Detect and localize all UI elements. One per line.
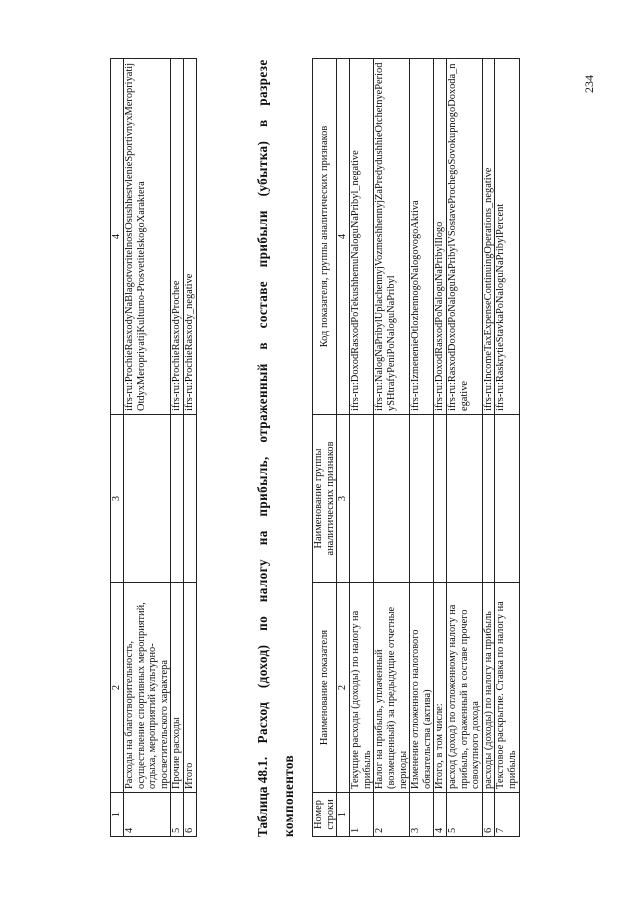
- page-number: 234: [582, 75, 596, 93]
- indicator-name: Налог на прибыль, уплаченный (возмещенный) за предыдущие отчетные периоды: [374, 583, 410, 793]
- col-number: 2: [337, 583, 350, 793]
- indicator-code: ifrs-ru:ProchieRasxody_negative: [183, 59, 196, 415]
- group-name: [482, 415, 495, 583]
- table-row: [495, 59, 519, 837]
- indicator-code: ifrs-ru:RasxodDoxodPoNaloguNaPribylVSostaveProchegoSovokupnogoDoxoda_negative: [446, 59, 482, 415]
- row-number: 1: [350, 793, 374, 837]
- group-name: [171, 415, 184, 583]
- col-number: 4: [337, 59, 350, 415]
- indicator-name: Прочие расходы: [171, 583, 184, 793]
- row-number: 5: [171, 793, 184, 837]
- indicator-code: ifrs-ru:IncomeTaxExpenseContinuingOperations_negative: [482, 59, 495, 415]
- indicator-name: Изменение отложенного налогового обязательства (актива): [410, 583, 434, 793]
- row-number: 2: [374, 793, 410, 837]
- table-row: [434, 59, 447, 837]
- indicator-code: ifrs-ru:RaskrytieStavkaPoNaloguNaPribylPercent: [495, 59, 519, 415]
- header-group-name: Наименование группы аналитических признаков: [313, 415, 337, 583]
- indicator-code: ifrs-ru:DoxodRasxodPoNaloguNaPribylIlogo: [434, 59, 447, 415]
- table-row: [410, 59, 434, 837]
- table-row: [374, 59, 410, 837]
- table-caption: [250, 59, 302, 837]
- group-name: [124, 415, 171, 583]
- indicator-name: Итого: [183, 583, 196, 793]
- row-number: 6: [482, 793, 495, 837]
- group-name: [495, 415, 519, 583]
- header-row: [313, 59, 337, 837]
- group-name: [350, 415, 374, 583]
- column-numbers-row: [111, 59, 124, 837]
- indicator-code: ifrs-ru:DoxodRasxodPoTekushhemuNaloguNaPribyl_negative: [350, 59, 374, 415]
- header-indicator-name: Наименование показателя: [313, 583, 337, 793]
- table-label: Таблица 48.1.: [255, 756, 270, 837]
- indicator-name: расходы (доходы) по налогу на прибыль: [482, 583, 495, 793]
- col-number: 3: [337, 415, 350, 583]
- col-number: 1: [337, 793, 350, 837]
- top-table: [110, 58, 197, 837]
- row-number: 7: [495, 793, 519, 837]
- row-number: 4: [434, 793, 447, 837]
- column-numbers-row: [337, 59, 350, 837]
- group-name: [434, 415, 447, 583]
- row-number: 4: [124, 793, 171, 837]
- col-number: 4: [111, 59, 124, 415]
- indicator-name: расход (доход) по отложенному налогу на прибыль, отраженный в составе прочего совокупного дохода: [446, 583, 482, 793]
- indicator-name: Текущие расходы (доходы) по налогу на прибыль: [350, 583, 374, 793]
- indicator-name: Итого, в том числе:: [434, 583, 447, 793]
- header-row-number: Номер строки: [313, 793, 337, 837]
- main-table: [312, 58, 520, 837]
- indicator-code: ifrs-ru:NalogNaPribylUplachennyjVozmeshhennyjZaPredydushhieOtchetnyePeriodySHtrafyPeniPoNaloguNaPribyl: [374, 59, 410, 415]
- indicator-code: ifrs-ru:IzmenenieOtlozhennogoNalogovogoAktiva: [410, 59, 434, 415]
- col-number: 1: [111, 793, 124, 837]
- indicator-code: ifrs-ru:ProchieRasxodyProchee: [171, 59, 184, 415]
- group-name: [374, 415, 410, 583]
- indicator-name: Расходы на благотворительность, осуществление спортивных мероприятий, отдыха, мероприятий культурно-просветительского характера: [124, 583, 171, 793]
- table-row: [124, 59, 171, 837]
- table-row: [350, 59, 374, 837]
- col-number: 3: [111, 415, 124, 583]
- row-number: 3: [410, 793, 434, 837]
- table-row: [171, 59, 184, 837]
- indicator-name: Текстовое раскрытие. Ставка по налогу на прибыль: [495, 583, 519, 793]
- row-number: 6: [183, 793, 196, 837]
- table-row: [482, 59, 495, 837]
- group-name: [410, 415, 434, 583]
- group-name: [446, 415, 482, 583]
- indicator-code: ifrs-ru:ProchieRasxodyNaBlagotvoritelnostOsushhestvlenieSportivnyxMeropriyatijOtdyxMeropriyatijKulturno-ProsvetitelskogoXaraktera: [124, 59, 171, 415]
- col-number: 2: [111, 583, 124, 793]
- table-row: [183, 59, 196, 837]
- row-number: 5: [446, 793, 482, 837]
- table-title: Расход (доход) по налогу на прибыль, отраженный в составе прибыли (убытка) в разрезе компонентов: [255, 59, 296, 837]
- table-row: [446, 59, 482, 837]
- header-indicator-code: Код показателя, группы аналитических признаков: [313, 59, 337, 415]
- group-name: [183, 415, 196, 583]
